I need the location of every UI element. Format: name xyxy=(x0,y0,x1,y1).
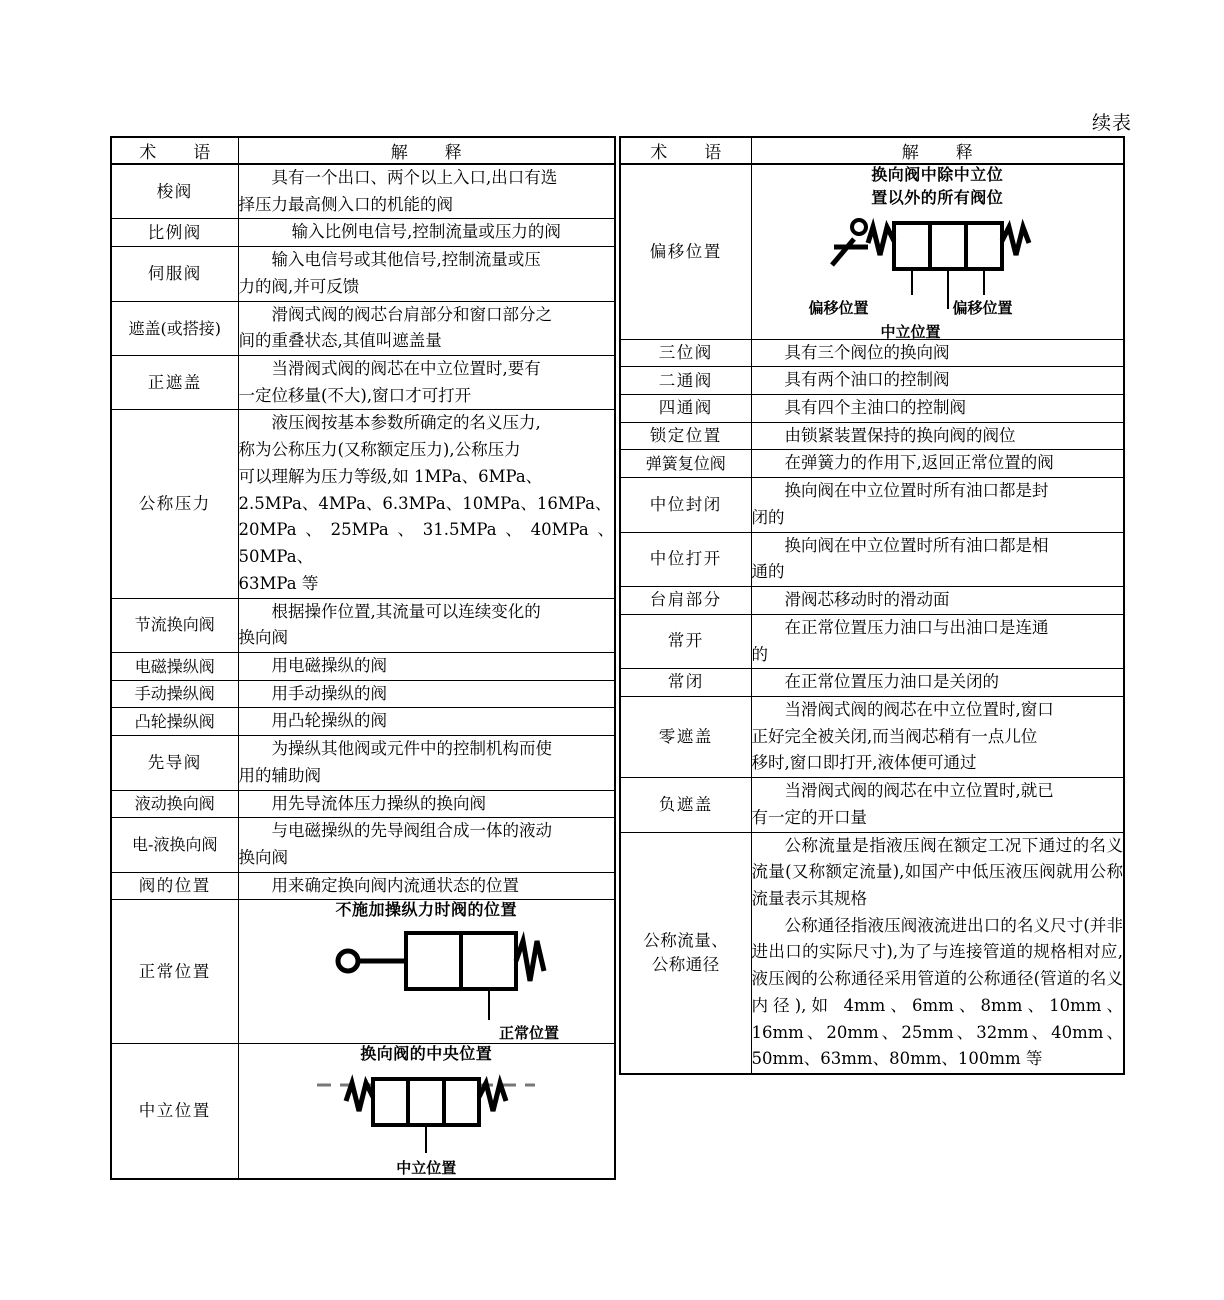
definition-paragraph: 公称通径指液压阀液流进出口的名义尺寸(并非进出口的实际尺寸),为了与连接管道的规格相对应,液压阀的公称通径采用管道的公称通径(管道的名义内径),如 4mm、6mm、8mm、10mm、16mm、20mm、25mm、32mm、40mm、50mm、63mm、80mm、100mm 等 xyxy=(751,915,1123,1069)
definition-line: 用凸轮操纵的阀 xyxy=(271,711,387,731)
table-row xyxy=(620,367,1124,395)
definition-line: 具有一个出口、两个以上入口,出口有选 xyxy=(271,168,558,187)
column-header-explanation: 解 释 xyxy=(238,137,615,164)
figure-cell-offset-position xyxy=(751,164,1124,339)
term-cell: 正遮盖 xyxy=(111,356,238,410)
table-row xyxy=(620,696,1124,777)
table-row xyxy=(620,450,1124,478)
term-cell: 先导阀 xyxy=(111,736,238,790)
figure-caption: 不施加操纵力时阀的位置 xyxy=(335,900,517,920)
definition-cell xyxy=(238,790,615,818)
definition-cell xyxy=(751,367,1124,395)
term-cell: 零遮盖 xyxy=(620,696,751,777)
definition-cell xyxy=(238,818,615,872)
table-header-row xyxy=(111,137,615,164)
table-row xyxy=(620,339,1124,367)
definition-line: 换向阀 xyxy=(238,847,288,867)
table-row xyxy=(620,669,1124,697)
neutral-position-valve-symbol-icon xyxy=(261,1067,591,1159)
definition-line: 具有两个油口的控制阀 xyxy=(784,370,950,390)
normal-position-valve-symbol-icon xyxy=(261,923,591,1028)
table-row xyxy=(111,356,615,410)
figure-legend-right: 偏移位置 xyxy=(952,298,1013,317)
definition-line: 与电磁操纵的先导阀组合成一体的液动 xyxy=(271,821,552,841)
definition-line: 63MPa 等 xyxy=(238,573,319,593)
definition-cell xyxy=(751,339,1124,367)
terminology-table-right xyxy=(619,136,1125,1075)
table-row xyxy=(111,900,615,1044)
definition-line: 具有四个主油口的控制阀 xyxy=(784,398,966,418)
table-row xyxy=(111,301,615,355)
definition-line: 滑阀芯移动时的滑动面 xyxy=(784,590,950,610)
term-cell: 手动操纵阀 xyxy=(111,680,238,708)
definition-line: 通的 xyxy=(751,562,785,582)
definition-line: 具有三个阀位的换向阀 xyxy=(784,342,950,362)
definition-line: 在弹簧力的作用下,返回正常位置的阀 xyxy=(784,453,1054,473)
definition-cell xyxy=(238,219,615,247)
table-row xyxy=(111,736,615,790)
column-header-term: 术 语 xyxy=(111,137,238,164)
table-header-row xyxy=(620,137,1124,164)
definition-cell xyxy=(751,395,1124,423)
term-cell: 常闭 xyxy=(620,669,751,697)
definition-line: 力的阀,并可反馈 xyxy=(238,276,360,296)
definition-cell xyxy=(238,410,615,598)
definition-line: 由锁紧装置保持的换向阀的阀位 xyxy=(784,425,1016,445)
term-cell: 常开 xyxy=(620,614,751,668)
definition-line: 根据操作位置,其流量可以连续变化的 xyxy=(271,601,541,621)
definition-line: 20MPa、25MPa、31.5MPa、40MPa、50MPa、 xyxy=(238,520,614,567)
table-row xyxy=(111,680,615,708)
table-row xyxy=(620,587,1124,615)
terminology-table-left xyxy=(110,136,616,1180)
term-cell: 梭阀 xyxy=(111,164,238,219)
definition-cell xyxy=(751,478,1124,532)
table-row xyxy=(620,164,1124,339)
definition-line: 换向阀在中立位置时所有油口都是封 xyxy=(784,481,1049,501)
definition-line: 为操纵其他阀或元件中的控制机构而使 xyxy=(271,739,552,759)
table-row xyxy=(111,1044,615,1179)
definition-cell xyxy=(238,356,615,410)
figure-caption: 换向阀中除中立位 xyxy=(871,165,1004,184)
definition-cell xyxy=(751,778,1124,832)
figure-legend: 中立位置 xyxy=(396,1159,457,1177)
table-row xyxy=(620,532,1124,586)
term-cell: 三位阀 xyxy=(620,339,751,367)
definition-line: 称为公称压力(又称额定压力),公称压力 xyxy=(238,440,521,460)
figure-legend-left: 偏移位置 xyxy=(808,298,869,317)
definition-cell xyxy=(751,422,1124,450)
definition-cell xyxy=(238,680,615,708)
table-row xyxy=(111,790,615,818)
term-cell: 液动换向阀 xyxy=(111,790,238,818)
definition-line: 用手动操纵的阀 xyxy=(271,683,387,703)
table-row xyxy=(620,778,1124,832)
table-row xyxy=(620,832,1124,1074)
definition-cell xyxy=(238,872,615,900)
definition-cell xyxy=(238,708,615,736)
definition-line: 用的辅助阀 xyxy=(238,765,321,785)
term-cell: 锁定位置 xyxy=(620,422,751,450)
definition-line: 移时,窗口即打开,液体便可通过 xyxy=(751,753,977,773)
term-cell xyxy=(620,832,751,1074)
definition-cell xyxy=(238,652,615,680)
figure-legend-center: 中立位置 xyxy=(880,322,941,341)
definition-line: 当滑阀式阀的阀芯在中立位置时,窗口 xyxy=(784,699,1054,719)
definition-line: 当滑阀式阀的阀芯在中立位置时,要有 xyxy=(271,359,541,379)
definition-cell xyxy=(751,832,1124,1074)
term-cell: 电磁操纵阀 xyxy=(111,652,238,680)
column-header-explanation: 解 释 xyxy=(751,137,1124,164)
figure-cell-neutral-position xyxy=(238,1044,615,1179)
term-cell: 二通阀 xyxy=(620,367,751,395)
term-cell: 凸轮操纵阀 xyxy=(111,708,238,736)
term-cell: 正常位置 xyxy=(111,900,238,1044)
term-line: 公称流量、 xyxy=(643,930,729,950)
term-cell: 偏移位置 xyxy=(620,164,751,339)
term-line: 公称通径 xyxy=(651,954,720,974)
definition-cell xyxy=(751,532,1124,586)
table-row xyxy=(111,247,615,301)
table-row xyxy=(620,422,1124,450)
term-cell: 中位打开 xyxy=(620,532,751,586)
figure-legend: 正常位置 xyxy=(498,1024,559,1043)
definition-line: 间的重叠状态,其值叫遮盖量 xyxy=(238,331,442,351)
definition-cell xyxy=(238,301,615,355)
definition-paragraph: 公称流量是指液压阀在额定工况下通过的名义流量(又称额定流量),如国产中低压液压阀就用公称流量表示其规格 xyxy=(751,835,1123,908)
definition-line: 换向阀在中立位置时所有油口都是相 xyxy=(784,535,1049,555)
term-cell: 电-液换向阀 xyxy=(111,818,238,872)
definition-line: 滑阀式阀的阀芯台肩部分和窗口部分之 xyxy=(271,304,552,324)
offset-position-valve-symbol-icon xyxy=(772,211,1102,311)
continued-table-label: 续表 xyxy=(1091,112,1132,134)
definition-line: 用来确定换向阀内流通状态的位置 xyxy=(271,875,519,895)
table-row xyxy=(620,395,1124,423)
definition-line: 在正常位置压力油口与出油口是连通 xyxy=(784,617,1049,637)
definition-cell xyxy=(751,669,1124,697)
definition-line: 可以理解为压力等级,如 1MPa、6MPa、 xyxy=(238,466,543,486)
definition-cell xyxy=(751,696,1124,777)
definition-line: 有一定的开口量 xyxy=(751,807,867,827)
definition-cell xyxy=(751,587,1124,615)
table-row xyxy=(111,872,615,900)
term-cell: 中位封闭 xyxy=(620,478,751,532)
definition-cell xyxy=(238,247,615,301)
term-cell: 台肩部分 xyxy=(620,587,751,615)
table-row xyxy=(111,219,615,247)
term-cell: 遮盖(或搭接) xyxy=(111,301,238,355)
definition-line: 当滑阀式阀的阀芯在中立位置时,就已 xyxy=(784,781,1054,801)
term-cell: 负遮盖 xyxy=(620,778,751,832)
term-cell: 四通阀 xyxy=(620,395,751,423)
term-cell: 节流换向阀 xyxy=(111,598,238,652)
table-row xyxy=(111,652,615,680)
table-row xyxy=(111,818,615,872)
term-cell: 比例阀 xyxy=(111,219,238,247)
column-header-term: 术 语 xyxy=(620,137,751,164)
table-row xyxy=(111,708,615,736)
table-row xyxy=(111,164,615,219)
table-row xyxy=(620,478,1124,532)
term-cell: 阀的位置 xyxy=(111,872,238,900)
figure-cell-normal-position xyxy=(238,900,615,1044)
definition-line: 的 xyxy=(751,644,768,664)
definition-line: 用先导流体压力操纵的换向阀 xyxy=(271,793,486,813)
term-cell: 弹簧复位阀 xyxy=(620,450,751,478)
definition-cell xyxy=(751,450,1124,478)
definition-line: 闭的 xyxy=(751,507,785,527)
definition-line: 正好完全被关闭,而当阀芯稍有一点儿位 xyxy=(751,726,1038,746)
definition-cell xyxy=(238,164,615,219)
definition-line: 一定位移量(不大),窗口才可打开 xyxy=(238,385,472,405)
term-cell: 公称压力 xyxy=(111,410,238,598)
term-cell: 中立位置 xyxy=(111,1044,238,1179)
definition-line: 换向阀 xyxy=(238,628,288,648)
table-row xyxy=(111,598,615,652)
definition-cell xyxy=(238,598,615,652)
figure-caption: 换向阀的中央位置 xyxy=(360,1044,493,1064)
definition-line: 液压阀按基本参数所确定的名义压力, xyxy=(271,413,541,433)
definition-line: 在正常位置压力油口是关闭的 xyxy=(784,672,999,692)
definition-line: 用电磁操纵的阀 xyxy=(271,655,387,675)
definition-cell xyxy=(751,614,1124,668)
definition-line: 输入电信号或其他信号,控制流量或压 xyxy=(271,250,541,270)
definition-line: 择压力最高侧入口的机能的阀 xyxy=(238,194,453,214)
table-row xyxy=(111,410,615,598)
term-cell: 伺服阀 xyxy=(111,247,238,301)
table-row xyxy=(620,614,1124,668)
definition-cell xyxy=(238,736,615,790)
definition-line: 输入比例电信号,控制流量或压力的阀 xyxy=(291,222,561,242)
definition-line: 2.5MPa、4MPa、6.3MPa、10MPa、16MPa、 xyxy=(238,493,612,513)
figure-caption: 置以外的所有阀位 xyxy=(871,187,1004,207)
